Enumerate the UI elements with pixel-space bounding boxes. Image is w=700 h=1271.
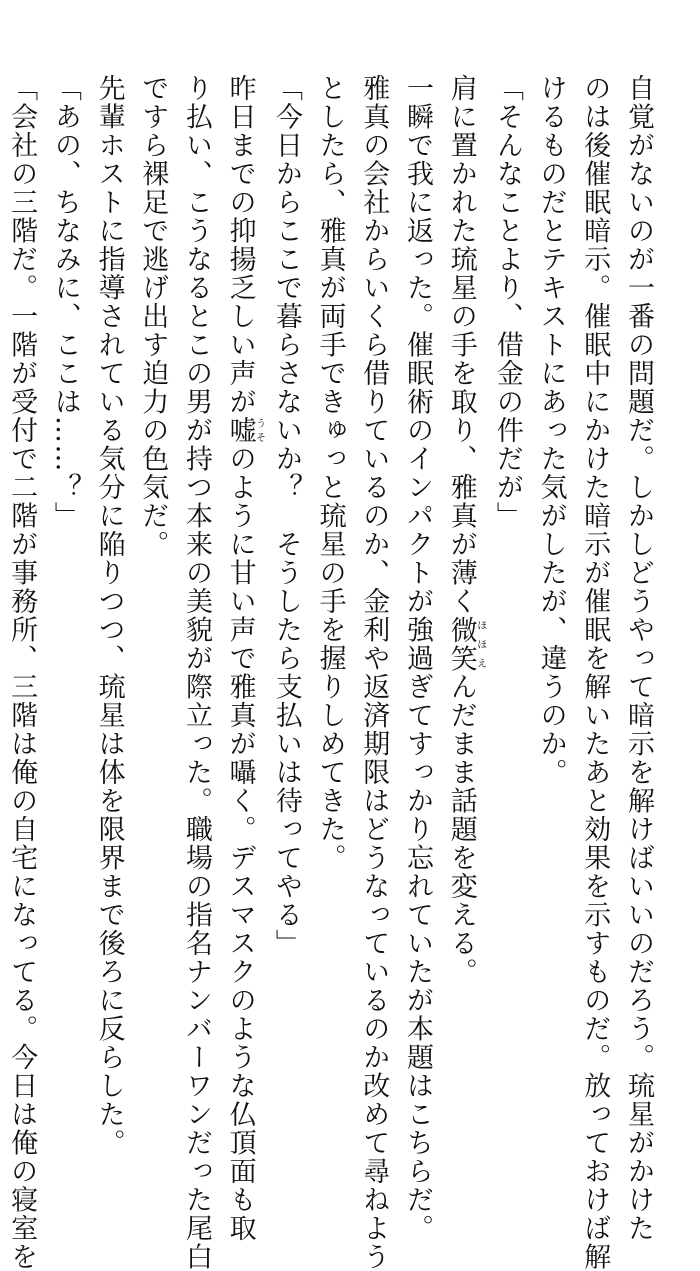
text-line — [439, 74, 486, 986]
text-line: のは後催眠暗示。催眠中にかけた暗示が催眠を解いたあと効果を示すものだ。放っておけば解 — [579, 74, 611, 1271]
ruby-annotation: 嘘うそ — [224, 416, 265, 445]
ruby-annotation: 微笑ほほえ — [445, 615, 486, 673]
text-line: 「そんなことより、借金の件だが」 — [491, 74, 523, 530]
text-line — [218, 74, 265, 1243]
text-segment: 昨日までの抑揚乏しい声が — [224, 74, 256, 416]
text-line: としたら、雅真が両手できゅっと琉星の手を握りしめてきた。 — [314, 74, 346, 872]
text-segment: のように甘い声で雅真が囁く。デスマスクのような仏頂面も取 — [224, 444, 256, 1243]
text-segment: 肩に置かれた琉星の手を取り、雅真が薄く — [445, 74, 477, 616]
text-line: 自覚がないのが一番の問題だ。しかしどうやって暗示を解けばいいのだろう。琉星がかけた — [623, 74, 654, 1243]
ruby-reading: うそ — [253, 416, 265, 445]
text-line: 一瞬で我に返った。催眠術のインパクトが強過ぎてすっかり忘れていたが本題はこちらだ。 — [401, 74, 433, 1243]
text-segment: んだまま話題を変える。 — [445, 672, 477, 986]
text-line: けるものだとテキストにあった気がしたが、違うのか。 — [535, 74, 567, 787]
text-line: 「今日からここで暮らさないか？ そうしたら支払いは待ってやる」 — [270, 74, 302, 958]
ruby-reading: ほほえ — [474, 615, 486, 673]
text-line: り払い、こうなるとこの男が持つ本来の美貌が際立った。職場の指名ナンバーワンだった尾白 — [180, 74, 212, 1271]
text-line: 先輩ホストに指導されている気分に陥りつつ、琉星は体を限界まで後ろに反らした。 — [93, 74, 125, 1157]
text-line: ですら裸足で逃げ出す迫力の色気だ。 — [137, 74, 169, 559]
vertical-text-body — [0, 74, 660, 1271]
text-line: 雅真の会社からいくら借りているのか、金利や返済期限はどうなっているのか改めて尋ねよう — [358, 74, 390, 1271]
text-line: 「あの、ちなみに、ここは……？」 — [49, 74, 81, 530]
text-line: 「会社の三階だ。一階が受付で二階が事務所、三階は俺の自宅になってる。今日は俺の寝室を — [6, 74, 38, 1271]
